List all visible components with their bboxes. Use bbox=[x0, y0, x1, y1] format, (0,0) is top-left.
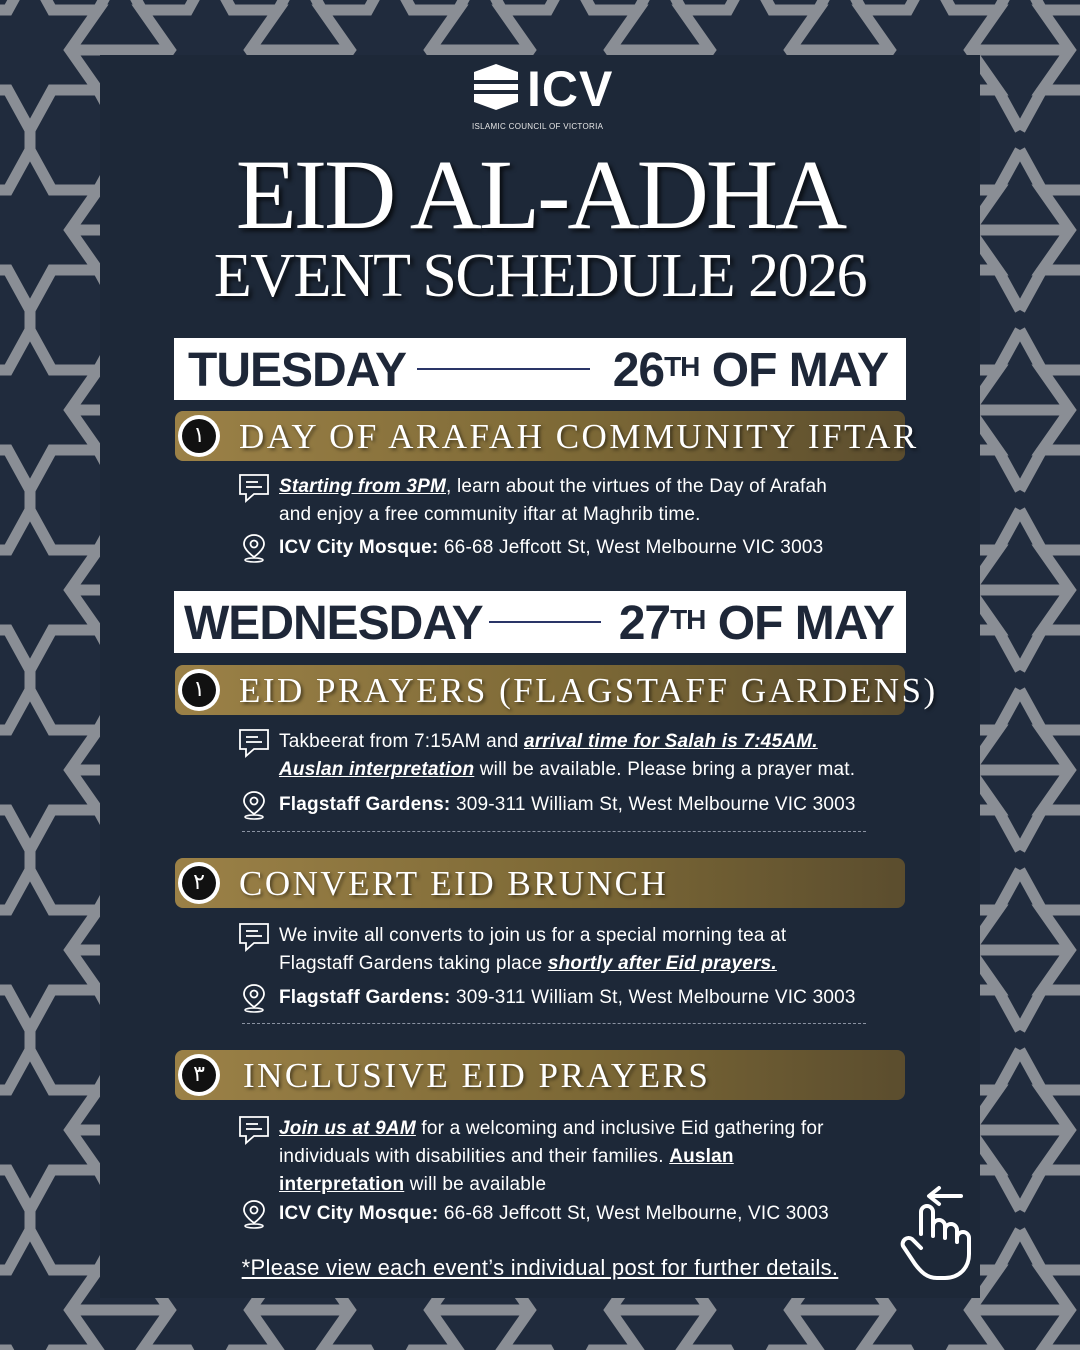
day-header-wednesday bbox=[174, 591, 906, 653]
icv-logo bbox=[470, 62, 615, 134]
event-description: Takbeerat from 7:15AM and arrival time for Salah is 7:45AM. Auslan interpretation will be available. Please bring a prayer mat. bbox=[238, 728, 898, 784]
event-description: Join us at 9AM for a welcoming and inclusive Eid gathering for individuals with disabilities and their families. Auslan interpretation will be available bbox=[238, 1115, 898, 1199]
event-location: ICV City Mosque: 66-68 Jeffcott St, West Melbourne, VIC 3003 bbox=[238, 1199, 898, 1229]
event-title: DAY OF ARAFAH COMMUNITY IFTAR bbox=[239, 417, 919, 456]
event-title: CONVERT EID BRUNCH bbox=[239, 864, 669, 903]
event-description: Starting from 3PM, learn about the virtues of the Day of Arafah and enjoy a free community iftar at Maghrib time. bbox=[238, 473, 898, 529]
day-date: 27TH OF MAY bbox=[618, 597, 894, 650]
event-description: We invite all converts to join us for a special morning tea at Flagstaff Gardens taking place shortly after Eid prayers. bbox=[238, 922, 898, 978]
event-header-inclusive-prayers bbox=[175, 1050, 905, 1100]
event-number-badge: ٣ bbox=[178, 1054, 220, 1096]
event-number-badge: ١ bbox=[178, 669, 220, 711]
event-header-eid-prayers bbox=[175, 665, 938, 715]
map-pin-icon bbox=[238, 1199, 270, 1229]
sub-title: EVENT SCHEDULE 2026 bbox=[213, 242, 867, 310]
event-title: INCLUSIVE EID PRAYERS bbox=[243, 1056, 711, 1095]
main-title: EID AL-ADHA bbox=[235, 139, 845, 250]
event-location: Flagstaff Gardens: 309-311 William St, West Melbourne VIC 3003 bbox=[238, 983, 898, 1013]
day-date: 26TH OF MAY bbox=[612, 344, 888, 397]
footnote: *Please view each event’s individual post for further details. bbox=[241, 1255, 839, 1280]
event-header-convert-brunch bbox=[175, 858, 905, 908]
speech-bubble-icon bbox=[238, 728, 270, 758]
icv-logo-mark-icon bbox=[470, 62, 522, 112]
event-location: Flagstaff Gardens: 309-311 William St, West Melbourne VIC 3003 bbox=[238, 790, 898, 820]
logo-text: ICV bbox=[527, 61, 614, 117]
speech-bubble-icon bbox=[238, 473, 270, 503]
day-name: TUESDAY bbox=[188, 344, 406, 397]
day-name: WEDNESDAY bbox=[184, 597, 483, 650]
section-divider bbox=[242, 1023, 866, 1024]
speech-bubble-icon bbox=[238, 922, 270, 952]
event-title: EID PRAYERS (FLAGSTAFF GARDENS) bbox=[239, 671, 938, 710]
logo-subtitle: ISLAMIC COUNCIL OF VICTORIA bbox=[472, 122, 604, 131]
section-divider bbox=[242, 831, 866, 832]
day-divider-line bbox=[489, 621, 601, 623]
event-number-badge: ٢ bbox=[178, 862, 220, 904]
speech-bubble-icon bbox=[238, 1115, 270, 1145]
event-header-arafah-iftar bbox=[175, 411, 919, 461]
swipe-hand-icon[interactable] bbox=[895, 1182, 977, 1282]
event-number-badge: ١ bbox=[178, 415, 220, 457]
event-location: ICV City Mosque: 66-68 Jeffcott St, West Melbourne VIC 3003 bbox=[238, 533, 898, 563]
day-divider-line bbox=[417, 368, 590, 370]
map-pin-icon bbox=[238, 790, 270, 820]
map-pin-icon bbox=[238, 533, 270, 563]
day-header-tuesday bbox=[174, 338, 906, 400]
map-pin-icon bbox=[238, 983, 270, 1013]
